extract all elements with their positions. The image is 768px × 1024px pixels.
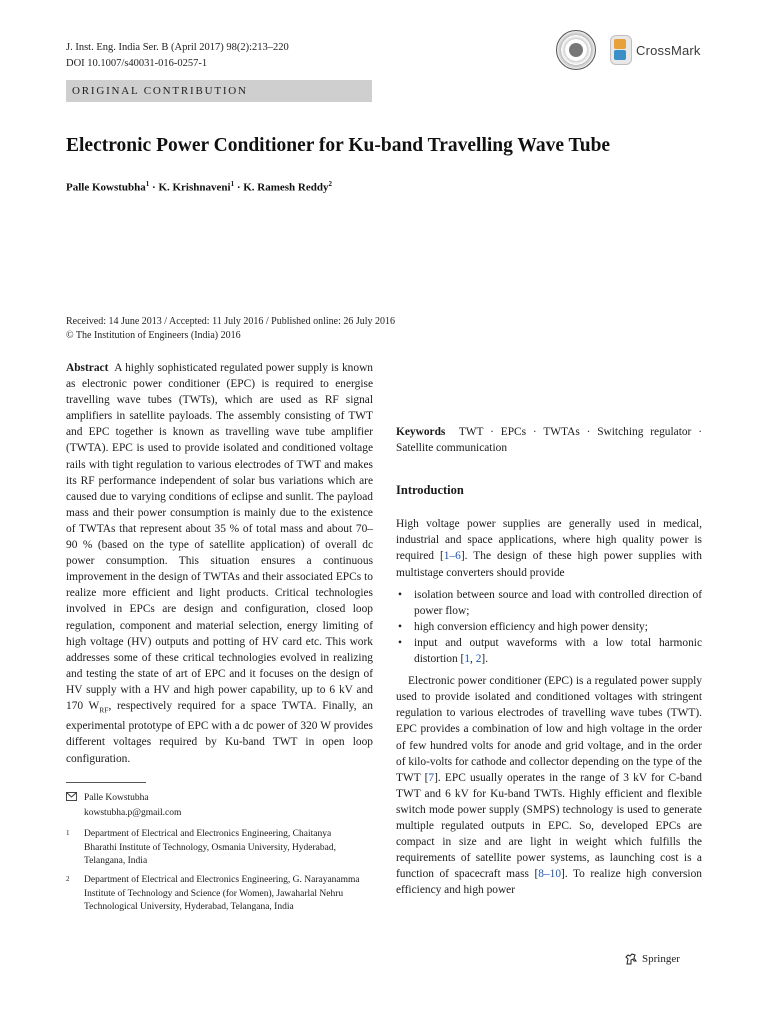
crossmark-icon	[610, 35, 632, 65]
paper-title: Electronic Power Conditioner for Ku-band Travelling Wave Tube	[66, 135, 611, 156]
author-separator: ·	[149, 181, 159, 194]
author-affiliation-mark: 2	[328, 180, 332, 188]
author-list	[66, 180, 332, 194]
abstract-text-end: , respectively required for a space TWTA. Finally, an experimental prototype of EPC with a dc power of 320 W provides different voltages required by Ku-band TWT in open loop configuration.	[66, 699, 373, 765]
doi[interactable]: DOI 10.1007/s40031-016-0257-1	[66, 58, 208, 69]
publisher-mark	[624, 952, 680, 966]
affiliation-text: Department of Electrical and Electronics Engineering, Chaitanya Bharathi Institute of Technology, Osmania University, Hyderabad, Telangana, India	[84, 829, 336, 866]
author-separator: ·	[234, 181, 244, 194]
affiliation-text: Department of Electrical and Electronics Engineering, G. Narayanamma Institute of Technology and Science (for Women), Jawaharlal Nehru Technological University, Hyderabad, Telangana, India	[84, 875, 360, 912]
author-affiliation-mark: 1	[230, 180, 235, 188]
citation-link[interactable]: 8–10	[538, 868, 562, 881]
author-name[interactable]: K. Ramesh Reddy	[243, 181, 329, 194]
list-item-text: input and output waveforms with a low total harmonic distortion [	[414, 636, 702, 666]
journal-citation: J. Inst. Eng. India Ser. B (April 2017) 98(2):213–220	[66, 42, 289, 53]
crossmark-label: CrossMark	[636, 42, 701, 58]
intro-text: ]. The design of these high power supplies with multistage converters should provide	[396, 550, 702, 579]
list-item: • high conversion efficiency and high power density;	[396, 619, 702, 635]
publication-dates	[66, 315, 395, 343]
intro-text: High voltage power supplies are generally used in medical, industrial and space applications, where high quality power is required [	[396, 518, 702, 563]
right-column	[396, 360, 702, 898]
corresponding-email[interactable]: kowstubha.p@gmail.com	[84, 807, 182, 818]
citation-link[interactable]: 1	[464, 653, 471, 666]
list-item: • isolation between source and load with controlled direction of power flow;	[396, 587, 702, 619]
intro-paragraph	[396, 516, 702, 580]
list-item	[396, 635, 702, 667]
citation-link[interactable]: 1–6	[443, 550, 461, 563]
citation-link[interactable]: 7	[428, 771, 435, 784]
affiliation-number: 2	[66, 875, 70, 883]
header-logos	[556, 30, 701, 70]
abstract-heading: Abstract	[66, 362, 109, 374]
keywords-text: TWT · EPCs · TWTAs · Switching regulator · Satellite communication	[396, 426, 702, 455]
crossmark-link[interactable]	[610, 35, 701, 65]
envelope-icon	[66, 792, 84, 807]
list-item-text: ].	[481, 653, 489, 666]
affiliation	[66, 874, 366, 915]
publisher-name: Springer	[642, 953, 680, 965]
keywords	[396, 424, 702, 456]
intro-text: Electronic power conditioner (EPC) is a regulated power supply used to provide isolated and conditioned voltages with stringent regulation to various electrodes of travelling wave tubes (TWT). EPC provides a combination of low and high voltage in the order of few hundred volts for anode and grid voltage, and in the order of kilo-volts for cathode and collector depending on the type of the TWT [	[396, 675, 702, 784]
intro-text: ]. EPC usually operates in the range of 3 kV for C-band TWT and 6 kV for Ku-band TWTs. Highly efficient and flexible switch mode power supply (SMPS) technology is used to generate multiple regulated outputs in EPC. So, developed EPCs are compact in size and are light in weight which fulfills the requirements of satellite power systems, as launching cost is a function of spacecraft mass [	[396, 771, 702, 881]
requirements-list	[396, 587, 702, 667]
copyright-line: © The Institution of Engineers (India) 2016	[66, 330, 241, 341]
journal-header	[66, 40, 289, 72]
author-name[interactable]: K. Krishnaveni	[158, 181, 231, 194]
institution-seal-icon	[556, 30, 596, 70]
section-label: ORIGINAL CONTRIBUTION	[66, 80, 372, 102]
corresponding-author: Palle Kowstubha	[84, 793, 149, 803]
abstract-text: A highly sophisticated regulated power supply is known as electronic power conditioner (EPC) is required to energise travelling wave tubes (TWTs), which are used as RF signal amplifiers in satellite payloads. The assembly consisting of TWT and EPC together is known as travelling wave tube amplifier (TWTA). EPC is used to provide isolated and conditioned voltage rails with tight regulation to various electrodes of TWT and makes its RF performance independent of solar bus variations which are caused due to varying conditions of eclipse and sunlit. The payload mass and their power consumption is mainly due to the existence of TWTAs that represent about 35 % of total mass and about 70–90 % (based on the type of satellite application) of overall dc power consumption. This situation ensures a continuous improvement in the design of TWTAs and their associated EPCs to realize more efficient and light products. Critical technologies involved in EPCs are design and configuration, closed loop regulation, component and material selection, energy limiting of high voltage (HV) outputs and potting of HV card etc. This work addresses some of these critical technologies evolved in realizing and testing the state of art of EPC and it focuses on the design of HV supply with a HV and high power capability, up to 6 kV and 170 W	[66, 362, 373, 712]
affiliation	[66, 828, 366, 869]
introduction-heading: Introduction	[396, 483, 464, 498]
abstract	[66, 360, 373, 767]
affiliation-number: 1	[66, 829, 70, 837]
intro-paragraph	[396, 673, 702, 898]
springer-horse-icon	[624, 952, 638, 966]
footnote-divider	[66, 782, 146, 783]
keywords-heading: Keywords	[396, 426, 446, 438]
citation-separator: ,	[470, 653, 476, 666]
citation-link[interactable]: 2	[475, 653, 482, 666]
history-dates: Received: 14 June 2013 / Accepted: 11 July 2016 / Published online: 26 July 2016	[66, 316, 396, 327]
abstract-subscript: RF	[99, 705, 109, 715]
author-affiliation-mark: 1	[145, 180, 150, 188]
abstract-column	[66, 360, 373, 767]
author-name[interactable]: Palle Kowstubha	[66, 181, 146, 194]
correspondence	[66, 792, 366, 820]
intro-text: ]. To realize high conversion efficiency and high power	[396, 868, 702, 897]
